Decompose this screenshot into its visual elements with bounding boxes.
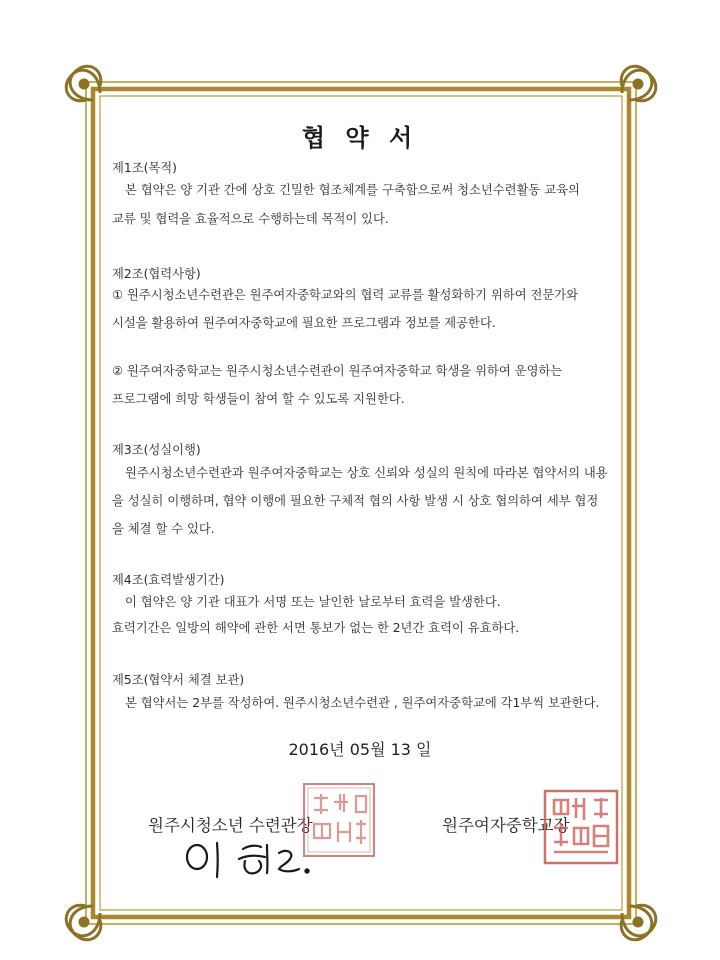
article-2-line: ② 원주여자중학교는 원주시청소년수련관이 원주여자중학교 학생을 위하여 운영하는 bbox=[112, 364, 563, 378]
article-1-line: 본 협약은 양 기관 간에 상호 긴밀한 협조체계를 구축함으로써 청소년수련활동 교육의 bbox=[125, 183, 580, 197]
article-2-line: 시설을 활용하여 원주여자중학교에 필요한 프로그램과 정보를 제공한다. bbox=[112, 316, 496, 330]
handwritten-signature bbox=[175, 835, 325, 885]
article-4-line: 이 협약은 양 기관 대표가 서명 또는 날인한 날로부터 효력을 발생한다. bbox=[125, 595, 501, 609]
article-3-line: 원주시청소년수련관과 원주여자중학교는 상호 신뢰와 성실의 원칙에 따라본 협약서의 내용 bbox=[125, 466, 608, 480]
article-3-line: 을 성실히 이행하며, 협약 이행에 필요한 구체적 협의 사항 발생 시 상호 협의하여 세부 협정 bbox=[112, 494, 599, 508]
article-5-line: 본 협약서는 2부를 작성하여. 원주시청소년수련관 , 원주여자중학교에 각1부씩 보관한다. bbox=[125, 696, 600, 710]
article-2-line: 프로그램에 희망 학생들이 참여 할 수 있도록 지원한다. bbox=[112, 392, 405, 406]
article-2-line: ① 원주시청소년수련관은 원주여자중학교와의 협력 교류를 활성화하기 위하여 전문가와 bbox=[112, 288, 579, 302]
document-title: 협 약 서 bbox=[301, 124, 419, 152]
article-5-heading: 제5조(협약서 체결 보관) bbox=[112, 673, 245, 687]
article-4-line: 효력기간은 일방의 해약에 관한 서면 통보가 없는 한 2년간 효력이 유효하다. bbox=[112, 621, 520, 635]
article-4-heading: 제4조(효력발생기간) bbox=[112, 573, 225, 587]
official-seal-icon bbox=[542, 788, 620, 866]
article-2-heading: 제2조(협력사항) bbox=[112, 267, 201, 281]
article-1-heading: 제1조(목적) bbox=[112, 161, 177, 175]
party-left-title: 원주시청소년 수련관장 bbox=[148, 816, 313, 835]
article-3-heading: 제3조(성실이행) bbox=[112, 443, 201, 457]
article-1-line: 교류 및 협력을 효율적으로 수행하는데 목적이 있다. bbox=[112, 212, 389, 226]
party-right-title: 원주여자중학교장 bbox=[442, 816, 570, 835]
article-3-line: 을 체결 할 수 있다. bbox=[112, 522, 215, 536]
agreement-date: 2016년 05월 13 일 bbox=[288, 740, 432, 759]
